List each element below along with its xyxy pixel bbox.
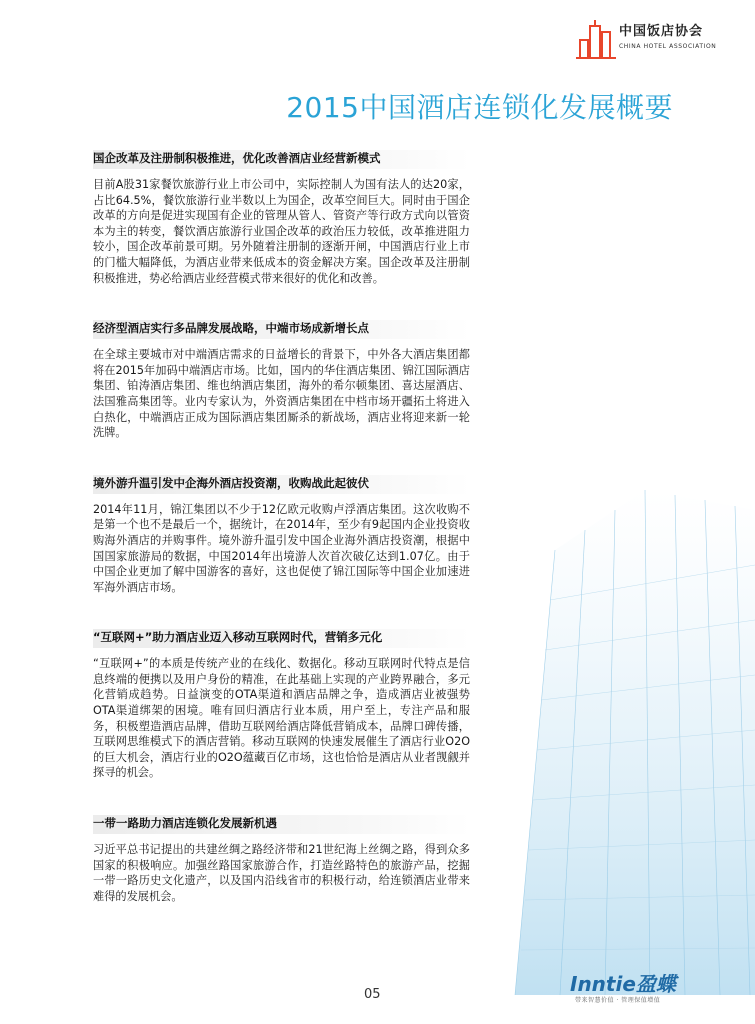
main-content [93,150,470,938]
page-number: 05 [364,987,381,1002]
logo-chinese-name: 中国饭店协会 [619,24,704,39]
section-belt-and-road [93,815,470,904]
brand-tagline: 带来智慧价值 · 管理保值增值 [575,997,661,1004]
section-heading: 经济型酒店实行多品牌发展战略，中端市场成新增长点 [93,320,470,339]
inntie-brand-logo: Inntie盈蝶 [570,972,676,996]
section-body: 目前A股31家餐饮旅游行业上市公司中，实际控制人为国有法人的达20家，占比64.5%，餐饮旅游行业半数以上为国企，改革空间巨大。同时由于国企改革的方向是促进实现国有企业的管理从管人、管资产等行政方式向以管资本为主的转变，餐饮酒店旅游行业国企改革的政治压力较低，改革推进阻力较小，国企改革前景可期。另外随着注册制的逐渐开闸，中国酒店行业上市的门槛大幅降低，为酒店业带来低成本的资金解决方案。国企改革及注册制积极推进，势必给酒店业经营模式带来很好的优化和改善。 [93,178,470,285]
section-heading: 国企改革及注册制积极推进，优化改善酒店业经营新模式 [93,150,470,169]
section-heading: 境外游升温引发中企海外酒店投资潮，收购战此起彼伏 [93,475,470,494]
section-heading: 一带一路助力酒店连锁化发展新机遇 [93,815,470,834]
section-body: 2014年11月，锦江集团以不少于12亿欧元收购卢浮酒店集团。这次收购不是第一个也不是最后一个，据统计，在2014年，至少有9起国内企业投资收购海外酒店的并购事件。境外游升温引发中国企业海外酒店投资潮，根据中国国家旅游局的数据，中国2014年出境游人次首次破亿达到1.07亿。由于中国企业更加了解中国游客的喜好，这也促使了锦江国际等中国企业加速进军海外酒店市场。 [93,502,470,594]
section-body: “互联网+”的本质是传统产业的在线化、数据化。移动互联网时代特点是信息终端的便携以及用户身份的精准，在此基础上实现的产业跨界融合，多元化营销成趋势。日益演变的OTA渠道和酒店品牌之争，造成酒店业被强势OTA渠道绑架的困境。唯有回归酒店行业本质，用户至上，专注产品和服务，积极塑造酒店品牌，借助互联网给酒店降低营销成本，品牌口碑传播，互联网思维模式下的酒店营销。移动互联网的快速发展催生了酒店行业O2O的巨大机会，酒店行业的O2O蕴藏百亿市场，这也恰恰是酒店从业者觊觎并探寻的机会。 [93,657,470,780]
section-heading: “互联网+”助力酒店业迈入移动互联网时代，营销多元化 [93,629,470,648]
section-body: 在全球主要城市对中端酒店需求的日益增长的背景下，中外各大酒店集团都将在2015年加码中端酒店市场。比如，国内的华住酒店集团、锦江国际酒店集团、铂涛酒店集团、维也纳酒店集团，海外的希尔顿集团、喜达屋酒店、法国雅高集团等。业内专家认为，外资酒店集团在中档市场开疆拓土将进入白热化，中端酒店正成为国际酒店集团厮杀的新战场，酒店业将迎来新一轮洗牌。 [93,348,470,440]
section-overseas-investment [93,475,470,596]
logo-english-name: CHINA HOTEL ASSOCIATION [619,43,717,50]
section-body: 习近平总书记提出的共建丝绸之路经济带和21世纪海上丝绸之路，得到众多国家的积极响应。加强丝路国家旅游合作，打造丝路特色的旅游产品，挖掘一带一路历史文化遗产，以及国内沿线省市的积极行动，给连锁酒店业带来难得的发展机会。 [93,843,470,903]
building-illustration [445,470,755,995]
section-internet-plus [93,629,470,781]
page-title: 2015中国酒店连锁化发展概要 [286,91,673,124]
section-soe-reform [93,150,470,286]
section-multi-brand [93,320,470,441]
